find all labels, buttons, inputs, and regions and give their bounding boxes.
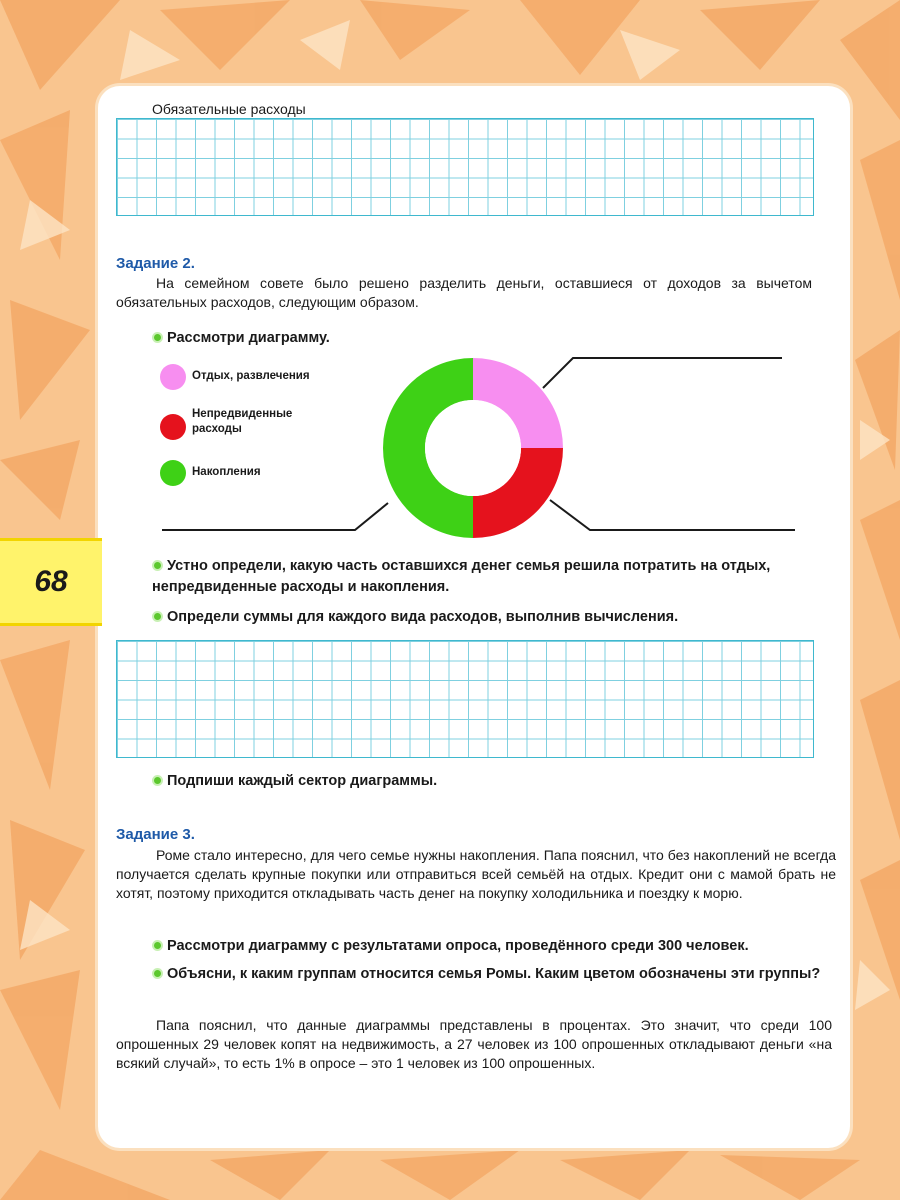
legend-label-savings: Накопления [192,466,261,478]
instruction-oral [152,556,802,598]
leader-line-leisure [543,358,782,388]
instruction-survey [152,936,842,957]
instruction-oral-text: Устно определи, какую часть оставшихся денег семья решила потратить на отдых, непредвиденные расходы и накопления. [152,558,771,595]
instruction-explain-text: Объясни, к каким группам относится семья Ромы. Каким цветом обозначены эти группы? [167,966,821,982]
page-number: 68 [34,565,68,598]
answer-grid-middle[interactable] [116,640,814,758]
bullet-icon [152,775,163,786]
instruction-label-sectors [152,771,437,792]
answer-grid-top[interactable] [116,118,814,216]
legend-label-unforeseen: Непредвиденные расходы [192,408,293,435]
task3-explanation: Папа пояснил, что данные диаграммы представлены в процентах. Это значит, что среди 100 опрошенных 29 человек копят на недвижимость, а 27 человек из 100 опрошенных откладывают деньги «на всякий случай», то есть 1% в опросе – это 1 человек из 100 опрошенных. [116,1017,832,1071]
task2-title: Задание 2. [116,255,195,272]
instruction-sums-text: Определи суммы для каждого вида расходов, выполнив вычисления. [167,609,679,625]
donut-sectors [383,358,563,538]
instruction-sums [152,607,678,628]
bullet-icon [152,940,163,951]
instruction-explain [116,964,836,985]
bullet-icon [152,611,163,622]
leader-line-unforeseen [550,500,795,530]
instruction-view-diagram-text: Рассмотри диаграмму. [167,330,330,346]
donut-chart [150,340,800,550]
task3-text: Роме стало интересно, для чего семье нужны накопления. Папа пояснил, что без накоплений не всегда получается сделать крупные покупки или отправиться всей семьёй на отдых. Кредит они с мамой брать не хотят, поэтому приходится откладывать часть денег на покупку холодильника и поездку к морю. [116,847,836,901]
donut-hole [425,400,521,496]
bullet-icon [152,968,163,979]
leader-line-savings [162,503,388,530]
legend-label-leisure: Отдых, развлечения [192,370,310,382]
task2-text: На семейном совете было решено разделить деньги, оставшиеся от доходов за вычетом обязательных расходов, следующим образом. [116,275,812,310]
mandatory-expenses-label: Обязательные расходы [152,101,306,117]
page-number-tab [0,538,102,626]
task3-title: Задание 3. [116,826,195,843]
instruction-survey-text: Рассмотри диаграмму с результатами опроса, проведённого среди 300 человек. [167,938,749,954]
instruction-label-sectors-text: Подпиши каждый сектор диаграммы. [167,773,438,789]
bullet-icon [152,560,163,571]
